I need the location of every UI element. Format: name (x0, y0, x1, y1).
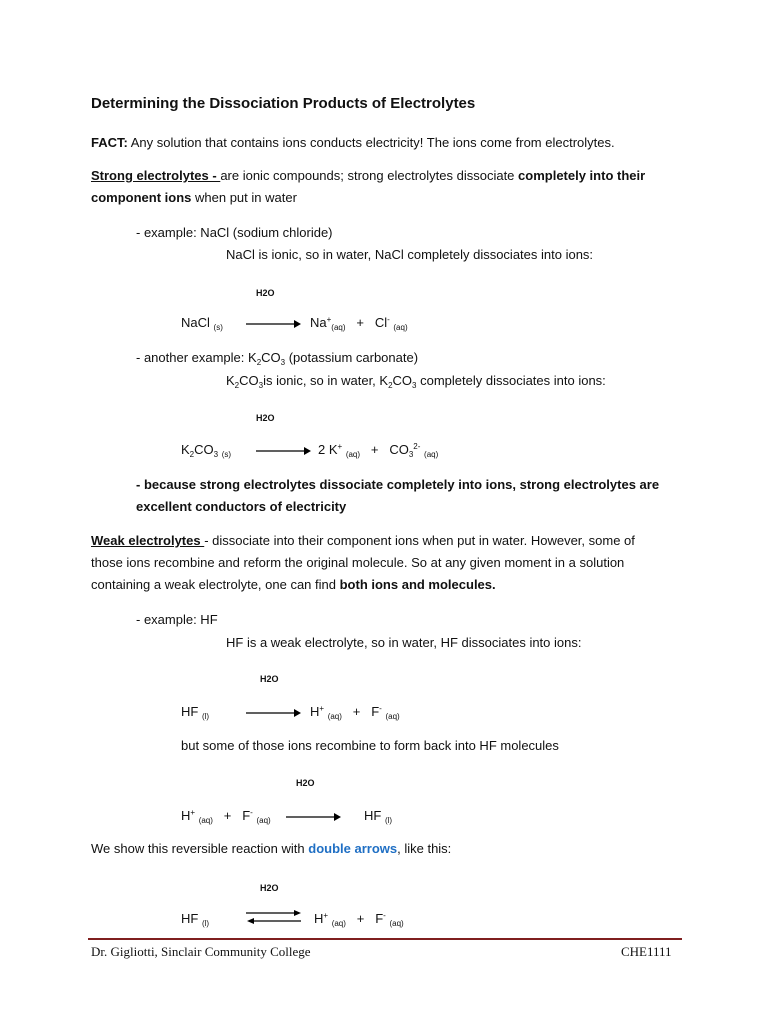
equation-nacl-products (310, 314, 408, 334)
text: - because strong electrolytes dissociate completely into ions, strong electrolytes are (136, 477, 660, 492)
state: (s) (213, 323, 223, 332)
double-arrow-icon (246, 909, 302, 925)
product: HF (364, 808, 382, 823)
product: Cl (374, 315, 388, 330)
reactant: CO (194, 442, 214, 457)
weak-electrolytes-paragraph (91, 530, 681, 596)
equation-recombine (181, 807, 271, 827)
strong-heading: Strong electrolytes - (91, 168, 221, 183)
plus-sign: + (370, 442, 379, 457)
strong-bold: component ions (91, 190, 192, 205)
state: (l) (201, 712, 210, 721)
equation-hf-equilibrium-products (314, 910, 404, 930)
state: (aq) (389, 919, 404, 928)
example-nacl-note: NaCl is ionic, so in water, NaCl completely dissociates into ions: (226, 247, 594, 262)
subscript: 3 (280, 358, 286, 367)
charge: + (319, 704, 325, 713)
product: F (371, 704, 380, 719)
text: CO (392, 373, 413, 388)
text: is ionic, so in water, K (263, 373, 389, 388)
charge: - (250, 808, 253, 817)
strong-electrolytes-paragraph (91, 165, 681, 209)
state: (aq) (424, 450, 439, 459)
product: F (375, 911, 384, 926)
page-title: Determining the Dissociation Products of Electrolytes (91, 95, 476, 112)
product: H (314, 911, 324, 926)
product: H (310, 704, 320, 719)
example-k2co3 (136, 349, 418, 369)
text: CO (239, 373, 259, 388)
charge: - (383, 911, 386, 920)
subscript: 3 (412, 381, 417, 390)
state: (s) (221, 450, 232, 459)
charge: - (387, 315, 390, 324)
plus-sign: + (223, 808, 232, 823)
subscript: 2 (189, 450, 195, 459)
equation-hf-equilibrium (181, 910, 209, 930)
charge: + (326, 315, 332, 324)
example-k2co3-note (226, 372, 606, 392)
highlight-text: double arrows (308, 841, 398, 856)
reactant: H (181, 808, 191, 823)
subscript: 3 (213, 450, 219, 459)
reactant: NaCl (181, 315, 210, 330)
reaction-arrow-icon (256, 445, 312, 457)
charge: - (379, 704, 382, 713)
subscript: 2 (234, 381, 240, 390)
reactant: HF (181, 704, 199, 719)
state: (l) (201, 919, 210, 928)
state: (aq) (256, 816, 271, 825)
equation-k2co3 (181, 441, 231, 461)
product: CO (389, 442, 409, 457)
fact-paragraph (91, 132, 681, 154)
solvent-label: H2O (296, 778, 315, 788)
plus-sign: + (356, 911, 365, 926)
equation-k2co3-products (318, 441, 438, 461)
text: - another example: K (136, 350, 257, 365)
product: Na (310, 315, 327, 330)
text: K (226, 373, 235, 388)
strong-bold: completely into their (518, 168, 646, 183)
charge: 2- (413, 442, 421, 451)
fact-text: Any solution that contains ions conducts electricity! The ions come from electrolytes. (127, 135, 615, 150)
example-nacl: - example: NaCl (sodium chloride) (136, 225, 333, 240)
text: (potassium carbonate) (285, 350, 419, 365)
state: (aq) (385, 712, 400, 721)
subscript: 2 (256, 358, 262, 367)
subscript: 3 (408, 450, 414, 459)
state: (aq) (393, 323, 408, 332)
strong-text: are ionic compounds; strong electrolytes dissociate (220, 168, 519, 183)
reaction-arrow-icon (286, 811, 342, 823)
example-hf: - example: HF (136, 612, 218, 627)
weak-heading: Weak electrolytes (91, 533, 205, 548)
text: CO (261, 350, 281, 365)
reaction-arrow-icon (246, 318, 302, 330)
state: (aq) (331, 919, 346, 928)
state: (aq) (198, 816, 213, 825)
subscript: 3 (258, 381, 264, 390)
text: those ions recombine and reform the original molecule. So at any given moment in a solution (91, 555, 625, 570)
text: We show this reversible reaction with (91, 841, 309, 856)
state: (aq) (345, 450, 361, 459)
text: containing a weak electrolyte, one can find (91, 577, 340, 592)
text: excellent conductors of electricity (136, 499, 347, 514)
equation-hf-products (310, 703, 400, 723)
reactant: F (242, 808, 251, 823)
product: 2 K (318, 442, 338, 457)
charge: + (190, 808, 196, 817)
solvent-label: H2O (260, 883, 279, 893)
strong-text: when put in water (191, 190, 297, 205)
reversible-note (91, 840, 451, 858)
solvent-label: H2O (256, 413, 275, 423)
text: - dissociate into their component ions when put in water. However, some of (204, 533, 635, 548)
charge: + (323, 911, 329, 920)
plus-sign: + (352, 704, 361, 719)
strong-conclusion (136, 474, 676, 518)
fact-label: FACT: (91, 135, 128, 150)
reactant: K (181, 442, 190, 457)
footer-author: Dr. Gigliotti, Sinclair Community College (91, 944, 311, 959)
solvent-label: H2O (256, 288, 275, 298)
example-hf-note: HF is a weak electrolyte, so in water, HF dissociates into ions: (226, 635, 582, 650)
equation-recombine-product (364, 807, 392, 827)
recombine-note: but some of those ions recombine to form back into HF molecules (181, 738, 559, 753)
plus-sign: + (356, 315, 364, 330)
equation-nacl (181, 314, 223, 334)
footer-rule (88, 938, 682, 940)
state: (aq) (331, 323, 346, 332)
footer-course: CHE1111 (621, 944, 672, 959)
charge: + (337, 442, 343, 451)
reactant: HF (181, 911, 199, 926)
state: (l) (384, 816, 393, 825)
equation-hf (181, 703, 209, 723)
solvent-label: H2O (260, 674, 279, 684)
text: completely dissociates into ions: (416, 373, 606, 388)
text: , like this: (397, 841, 452, 856)
bold-text: both ions and molecules. (339, 577, 496, 592)
subscript: 2 (388, 381, 393, 390)
reaction-arrow-icon (246, 707, 302, 719)
state: (aq) (327, 712, 342, 721)
